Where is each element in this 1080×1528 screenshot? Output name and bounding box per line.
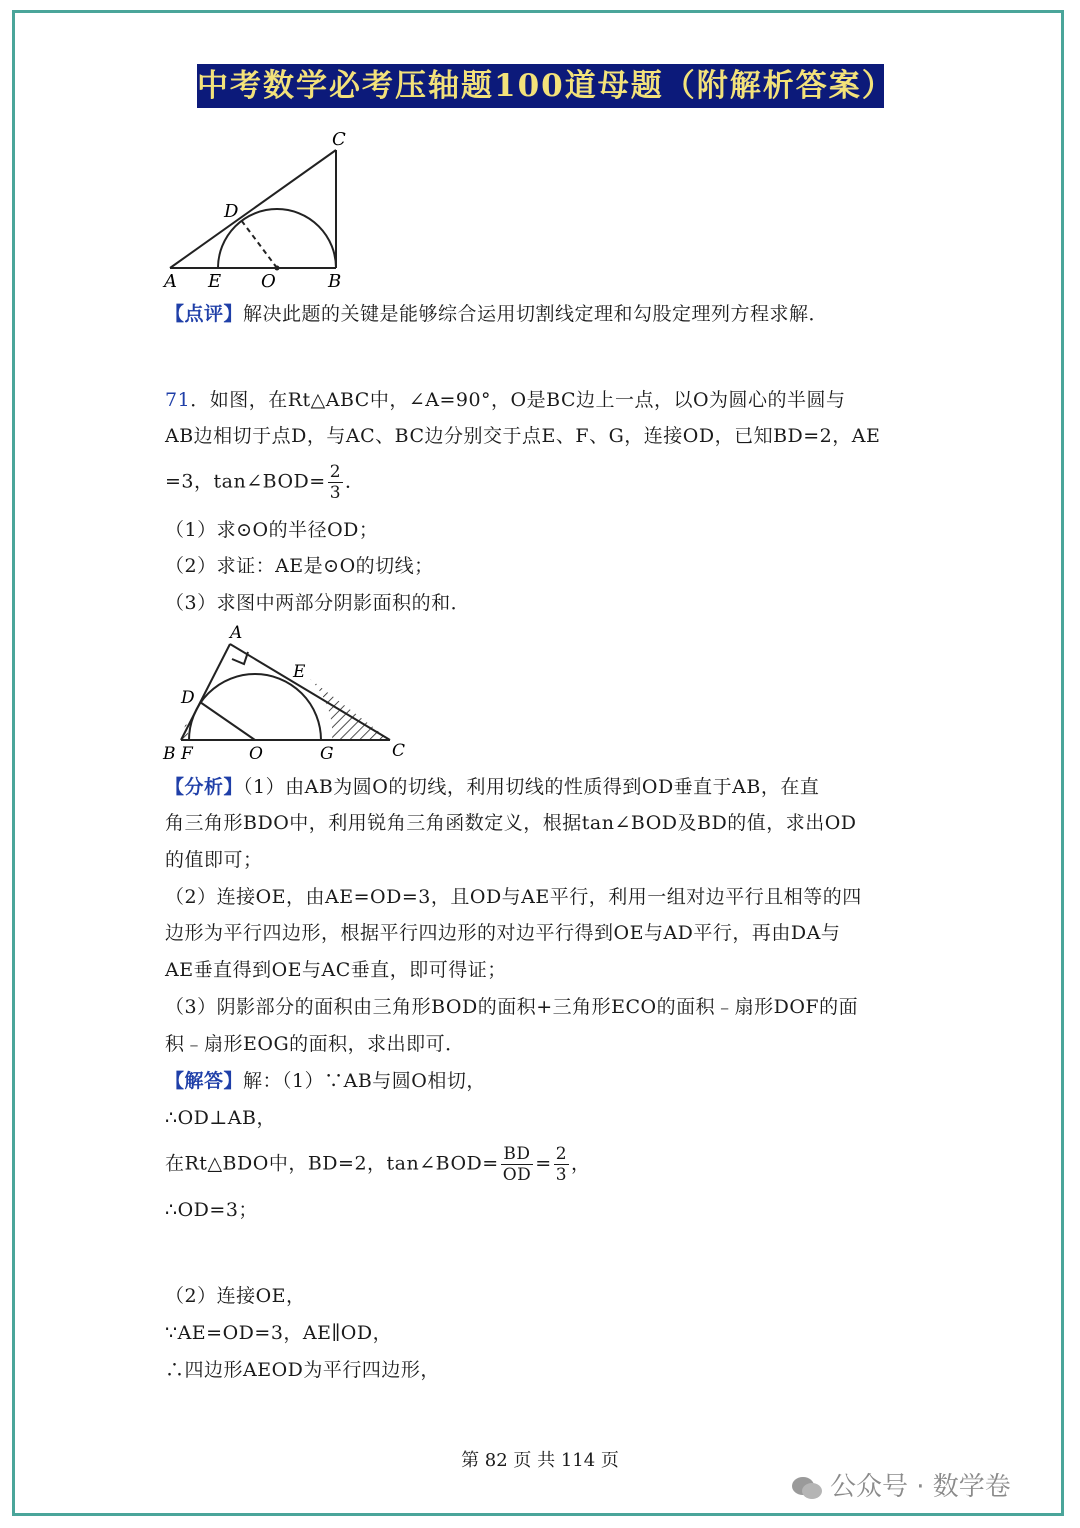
- fraction-two-thirds: $\frac{2}{3}$: [329, 462, 342, 503]
- problem-line-2: AB边相切于点D，与AC、BC边分别交于点E、F、G，连接OD，已知BD=2，AE: [165, 425, 881, 447]
- figure-right-triangle-semicircle: [160, 622, 420, 767]
- label-B: B: [328, 271, 342, 292]
- label-C: C: [332, 129, 346, 150]
- problem-number: 71: [165, 389, 191, 411]
- label-F2: F: [181, 744, 193, 764]
- solution-line-3: 在Rt△BDO中，BD=2，tan∠BOD= $\frac{BD}{OD}$ = $\frac{2}{3}$ ，: [165, 1144, 591, 1185]
- solution-line-1: 【解答】解：（1）∵AB与圆O相切，: [165, 1070, 486, 1092]
- label-B2: B: [163, 744, 176, 764]
- review-tag: 【点评】: [165, 303, 244, 325]
- question-1: （1）求⊙O的半径OD；: [165, 519, 379, 541]
- label-A2: A: [230, 623, 243, 643]
- solution-line-4: ∴OD=3；: [165, 1199, 258, 1221]
- fraction-two-thirds-2: $\frac{2}{3}$: [555, 1144, 568, 1185]
- analysis-line-2: 角三角形BDO中，利用锐角三角函数定义，根据tan∠BOD及BD的值，求出OD: [165, 812, 857, 834]
- wechat-icon: [790, 1475, 824, 1501]
- analysis-line-5: 边形为平行四边形，根据平行四边形的对边平行得到OE与AD平行，再由DA与: [165, 922, 841, 944]
- label-C2: C: [392, 741, 406, 761]
- review-line: [165, 302, 828, 326]
- analysis-line-3: 的值即可；: [165, 849, 263, 871]
- label-E2: E: [293, 662, 306, 682]
- solution-line-5: （2）连接OE，: [165, 1285, 306, 1307]
- label-G2: G: [320, 744, 334, 764]
- solution-line-6: ∵AE=OD=3，AE∥OD，: [165, 1322, 393, 1344]
- question-2: （2）求证：AE是⊙O的切线；: [165, 555, 434, 577]
- figure-tangent-semicircle: [160, 125, 360, 295]
- review-text: 解决此题的关键是能够综合运用切割线定理和勾股定理列方程求解．: [243, 303, 829, 325]
- label-A: A: [164, 271, 177, 292]
- problem-line-1: 71．如图，在Rt△ABC中，∠A=90°，O是BC边上一点，以O为圆心的半圆与: [165, 389, 846, 411]
- label-D2: D: [181, 688, 195, 708]
- solution-tag: 【解答】: [165, 1070, 244, 1092]
- label-O2: O: [249, 744, 263, 764]
- label-D: D: [224, 201, 239, 222]
- analysis-line-1: 【分析】（1）由AB为圆O的切线，利用切线的性质得到OD垂直于AB，在直: [165, 776, 820, 798]
- label-E: E: [208, 271, 222, 292]
- solution-line-7: ∴四边形AEOD为平行四边形，: [165, 1359, 440, 1381]
- analysis-line-7: （3）阴影部分的面积由三角形BOD的面积+三角形ECO的面积﹣扇形DOF的面: [165, 996, 859, 1018]
- analysis-tag: 【分析】: [165, 776, 244, 798]
- page-title: 中考数学必考压轴题100道母题（附解析答案）: [197, 64, 884, 108]
- question-3: （3）求图中两部分阴影面积的和．: [165, 592, 471, 614]
- problem-line-3: =3，tan∠BOD= $\frac{2}{3}$ ．: [165, 462, 365, 503]
- fraction-bd-od: $\frac{BD}{OD}$: [502, 1144, 532, 1185]
- watermark: [790, 1466, 1011, 1503]
- analysis-line-4: （2）连接OE，由AE=OD=3，且OD与AE平行，利用一组对边平行且相等的四: [165, 886, 862, 908]
- page-number: 第 82 页 共 114 页: [461, 1450, 619, 1471]
- label-O: O: [261, 271, 276, 292]
- analysis-line-8: 积﹣扇形EOG的面积，求出即可．: [165, 1033, 465, 1055]
- solution-line-2: ∴OD⊥AB，: [165, 1107, 276, 1129]
- watermark-text: 公众号 · 数学卷: [830, 1472, 1011, 1502]
- analysis-line-6: AE垂直得到OE与AC垂直，即可得证；: [165, 959, 507, 981]
